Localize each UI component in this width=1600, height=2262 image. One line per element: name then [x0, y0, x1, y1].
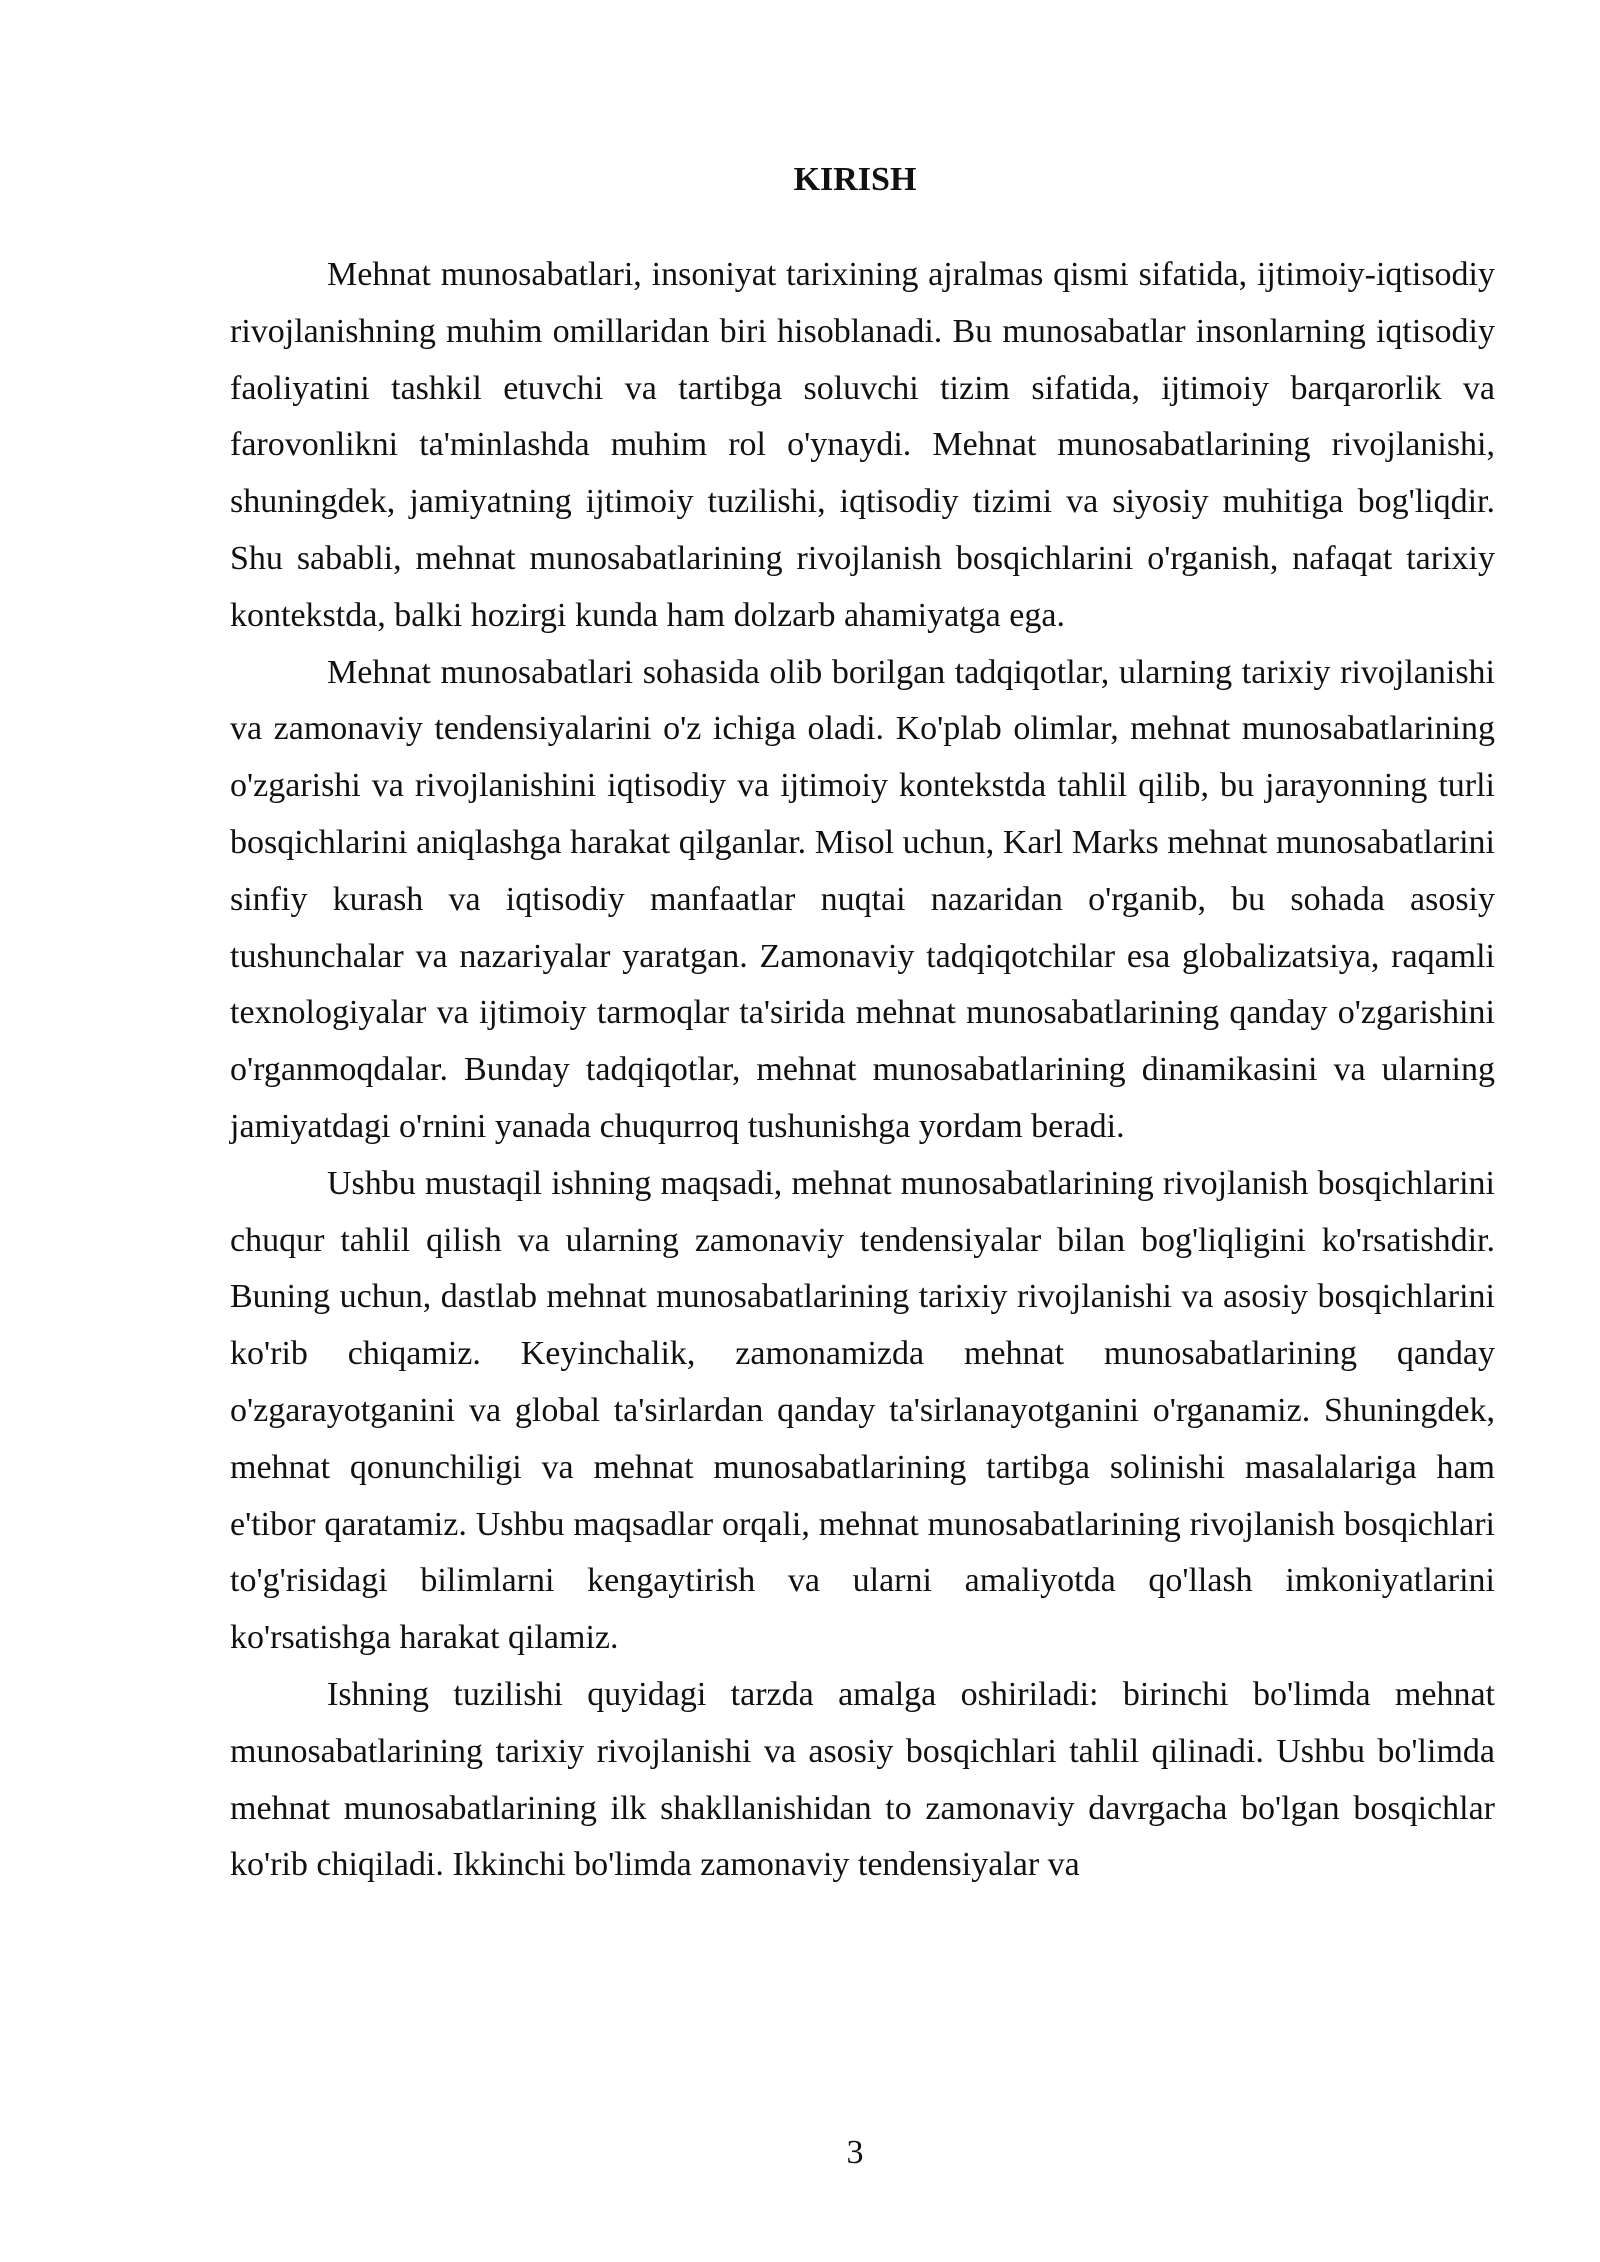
paragraph-3: Ushbu mustaqil ishning maqsadi, mehnat munosabatlarining rivojlanish bosqichlarini chuqur tahlil qilish va ularning zamonaviy tendensiyalar bilan bog'liqligini ko'rsatishdir. Buning uchun, dastlab mehnat munosabatlarining tarixiy rivojlanishi va asosiy bosqichlarini ko'rib chiqamiz. Keyinchalik, zamonamizda mehnat munosabatlarining qanday o'zgarayotganini va global ta'sirlardan qanday ta'sirlanayotganini o'rganamiz. Shuningdek, mehnat qonunchiligi va mehnat munosabatlarining tartibga solinishi masalalariga ham e'tibor qaratamiz. Ushbu maqsadlar orqali, mehnat munosabatlarining rivojlanish bosqichlari to'g'risidagi bilimlarni kengaytirish va ularni amaliyotda qo'llash imkoniyatlarini ko'rsatishga harakat qilamiz.: [230, 1164, 1495, 1657]
paragraph-4: Ishning tuzilishi quyidagi tarzda amalga oshiriladi: birinchi bo'limda mehnat munosabatlarining tarixiy rivojlanishi va asosiy bosqichlari tahlil qilinadi. Ushbu bo'limda mehnat munosabatlarining ilk shakllanishidan to zamonaviy davrgacha bo'lgan bosqichlar ko'rib chiqiladi. Ikkinchi bo'limda zamonaviy tendensiyalar va: [230, 1675, 1495, 1884]
page-number: 3: [846, 2134, 864, 2171]
body-text: [230, 247, 1495, 1894]
page-title: KIRISH: [793, 161, 917, 198]
paragraph-1: Mehnat munosabatlari, insoniyat tarixining ajralmas qismi sifatida, ijtimoiy-iqtisodiy rivojlanishning muhim omillaridan biri hisoblanadi. Bu munosabatlar insonlarning iqtisodiy faoliyatini tashkil etuvchi va tartibga soluvchi tizim sifatida, ijtimoiy barqarorlik va farovonlikni ta'minlashda muhim rol o'ynaydi. Mehnat munosabatlarining rivojlanishi, shuningdek, jamiyatning ijtimoiy tuzilishi, iqtisodiy tizimi va siyosiy muhitiga bog'liqdir. Shu sababli, mehnat munosabatlarining rivojlanish bosqichlarini o'rganish, nafaqat tarixiy kontekstda, balki hozirgi kunda ham dolzarb ahamiyatga ega.: [230, 256, 1495, 634]
paragraph-2: Mehnat munosabatlari sohasida olib borilgan tadqiqotlar, ularning tarixiy rivojlanishi va zamonaviy tendensiyalarini o'z ichiga oladi. Ko'plab olimlar, mehnat munosabatlarining o'zgarishi va rivojlanishini iqtisodiy va ijtimoiy kontekstda tahlil qilib, bu jarayonning turli bosqichlarini aniqlashga harakat qilganlar. Misol uchun, Karl Marks mehnat munosabatlarini sinfiy kurash va iqtisodiy manfaatlar nuqtai nazaridan o'rganib, bu sohada asosiy tushunchalar va nazariyalar yaratgan. Zamonaviy tadqiqotchilar esa globalizatsiya, raqamli texnologiyalar va ijtimoiy tarmoqlar ta'sirida mehnat munosabatlarining qanday o'zgarishini o'rganmoqdalar. Bunday tadqiqotlar, mehnat munosabatlarining dinamikasini va ularning jamiyatdagi o'rnini yanada chuqurroq tushunishga yordam beradi.: [230, 653, 1495, 1145]
